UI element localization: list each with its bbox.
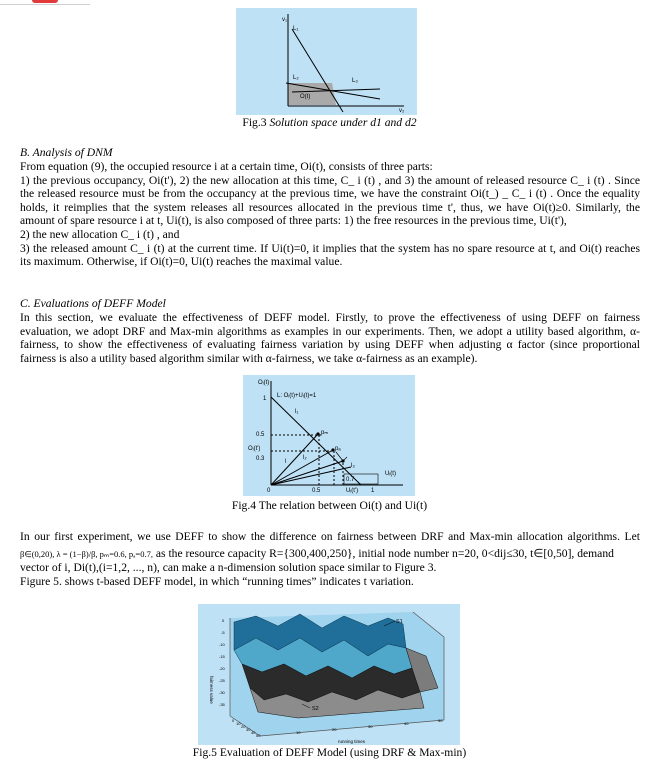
- figure-4-plot: [243, 375, 415, 496]
- section-b-line: the released resource must be from the occupancy at the previous time, we have the constraint Oi(t_) _ C_ i (t) . Once the equality: [20, 187, 640, 201]
- section-c-line: fairness, to show the effectiveness of evaluating fairness variation by using DEFF when adjusting α factor (since proportional: [20, 338, 640, 352]
- fig5-z-tick: -20: [219, 666, 225, 671]
- logo-fragment: [0, 0, 90, 6]
- fig5-y-tick: 20: [241, 724, 246, 729]
- fig3-y-label: v₁: [282, 17, 288, 23]
- fig4-pd-label: pₐ: [335, 446, 341, 452]
- fig5-y-tick: 0: [232, 718, 235, 723]
- fig5-x-tick: 30: [368, 724, 373, 729]
- section-c-line: evaluation, we adopt DRF and Max-min algorithms as examples in our experiments. Then, we adopt a utility based algorithm, α-: [20, 324, 640, 338]
- fig5-s2-label: S2: [312, 706, 319, 712]
- fig5-z-tick: -35: [219, 702, 225, 707]
- section-b-line: 1) the previous occupancy, Oi(t'), 2) the new allocation at this time, C_ i (t) , and 3) the amount of released resource C_ i (t) . Since: [20, 173, 640, 187]
- fig4-line-equation: L: Oᵢ(t)+Uᵢ(t)=1: [277, 393, 317, 399]
- fig4-tick-x0: 0: [267, 488, 271, 494]
- fig5-x-tick: 50: [438, 718, 443, 723]
- fig4-y-label: Oᵢ(t): [258, 380, 270, 386]
- figure-3-plot: [236, 8, 417, 115]
- fig4-tick-x07: 0.7: [346, 477, 355, 483]
- fig4-l2-label: l₂: [303, 455, 307, 461]
- fig5-y-tick: 50: [256, 733, 261, 738]
- fig3-caption-text: Solution space under d1 and d2: [269, 116, 417, 129]
- fig3-l3-label: L₃: [352, 78, 358, 84]
- experiment-line: Figure 5. shows t-based DEFF model, in which “running times” indicates t variation.: [20, 574, 414, 588]
- fig4-tick-x1: 1: [371, 488, 375, 494]
- fig4-tick-x05: 0.5: [312, 488, 321, 494]
- fig4-tick-xut: Uᵢ(t'): [346, 488, 359, 494]
- experiment-line: as the resource capacity R={300,400,250}, initial node number n=20, 0<dij≤30, t∈[0,50], demand: [152, 546, 614, 560]
- section-c-body: [20, 311, 640, 365]
- fig4-tick-y1: 1: [263, 396, 267, 402]
- fig5-z-tick: -15: [219, 654, 225, 659]
- fig5-y-tick: 40: [251, 730, 256, 735]
- figure-5: [198, 604, 460, 745]
- fig5-z-tick: 0: [222, 618, 225, 623]
- figure-3: [236, 8, 417, 115]
- fig5-z-tick: -10: [219, 642, 225, 647]
- section-b-heading: B. Analysis of DNM: [20, 146, 113, 159]
- fig5-y-tick: 10: [236, 721, 241, 726]
- fig3-x-label: v₂: [399, 108, 405, 114]
- fig5-z-axis-label: fairness value: [209, 676, 214, 704]
- section-b-line: holds, it reimplies that the system releases all resources allocated in the previous time t', thus, we have Oi(t)≥0. Similarly, the: [20, 200, 640, 214]
- figure-3-caption: [0, 116, 659, 130]
- fig4-tick-yot: Oᵢ(t'): [248, 446, 261, 452]
- fig3-region-label: O(t): [300, 94, 311, 100]
- section-c-heading: C. Evaluations of DEFF Model: [20, 297, 166, 310]
- logo-rule: [0, 4, 90, 5]
- section-b-line: 2) the new allocation C_ i (t) , and: [20, 227, 180, 241]
- fig4-l-label: l: [285, 459, 287, 465]
- section-b-line: its maximum. Otherwise, if Oi(t)=0, Ui(t) reaches the maximal value.: [20, 255, 343, 269]
- fig5-x-tick: 10: [296, 730, 301, 735]
- fig5-z-tick: -5: [221, 630, 225, 635]
- experiment-line: vector of i, Di(t),(i=1,2, ..., n), can make a n-dimension solution space similar to Figure 3.: [20, 561, 437, 575]
- section-c-line: In this section, we evaluate the effectiveness of DEFF model. Firstly, to prove the effectiveness of using DEFF on fairness: [20, 311, 640, 324]
- experiment-formula: β∈(0,20), λ = (1−β)/β, pₘ=0.6, pₐ=0.7,: [20, 548, 153, 559]
- fig3-l1-label: L₁: [293, 26, 299, 32]
- experiment-line: In our first experiment, we use DEFF to show the difference on fairness between DRF and Max-min allocation algorithms. Let: [20, 530, 640, 543]
- fig5-z-tick: -30: [219, 690, 225, 695]
- fig4-l1-label: l₁: [295, 409, 299, 415]
- fig4-pm-label: pₘ: [321, 430, 329, 436]
- fig3-l2-label: L₂: [293, 75, 299, 81]
- logo-arc: [32, 0, 58, 3]
- fig4-tick-y03: 0.3: [256, 456, 265, 462]
- section-b-body: [20, 160, 640, 269]
- fig5-x-axis-label: running times: [338, 739, 366, 744]
- fig5-y-tick: 30: [246, 727, 251, 732]
- fig5-z-tick: -25: [219, 678, 225, 683]
- figure-5-plot: [198, 604, 460, 745]
- section-c-line: fairness is also a utility based algorithm similar with α-fairness, we take α-fairness as an example).: [20, 351, 478, 365]
- figure-4: [243, 375, 415, 496]
- figure-5-caption: Fig.5 Evaluation of DEFF Model (using DRF & Max-min): [192, 746, 467, 759]
- experiment-body: [20, 530, 640, 588]
- section-b-line: From equation (9), the occupied resource i at a certain time, Oi(t), consists of three parts:: [20, 160, 433, 173]
- fig5-x-tick: 20: [332, 727, 337, 732]
- fig5-s1-label: S1: [396, 619, 403, 625]
- fig4-tick-y05: 0.5: [256, 432, 265, 438]
- section-b-line: 3) the released amount C_ i (t) at the current time. If Ui(t)=0, it implies that the system has no spare resource at t, and Oi(t) reaches: [20, 241, 640, 255]
- experiment-formula-line: [20, 547, 640, 562]
- fig3-caption-prefix: Fig.3: [242, 116, 270, 129]
- section-b-line: amount of spare resource i at t, Ui(t), is also composed of three parts: 1) the free resources in the previous time, Ui(t'),: [20, 214, 567, 228]
- fig4-x-label: Uᵢ(t): [385, 471, 396, 477]
- fig4-l3-label: l₃: [351, 463, 355, 469]
- fig5-x-tick: 40: [404, 721, 409, 726]
- figure-4-caption: Fig.4 The relation between Oi(t) and Ui(t): [231, 499, 428, 512]
